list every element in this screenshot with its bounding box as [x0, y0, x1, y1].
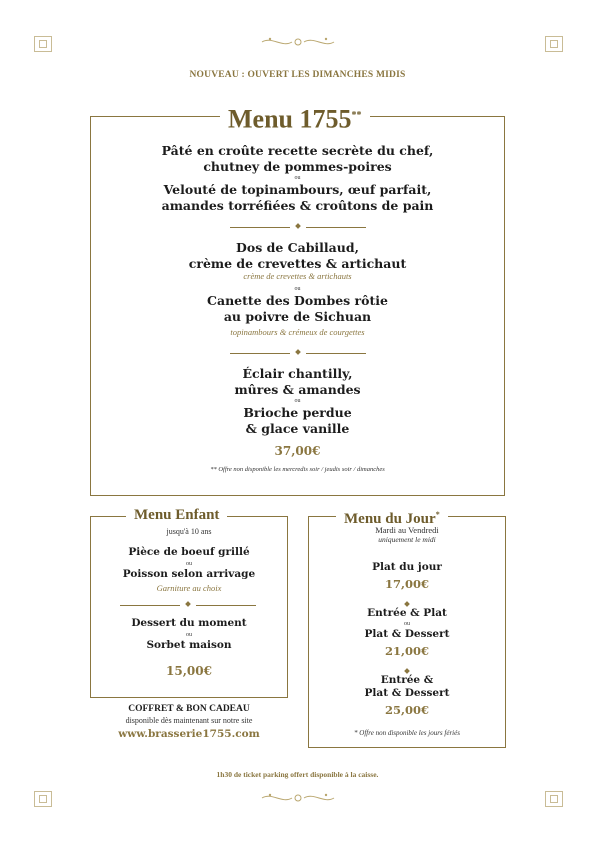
menu-1755-title: Menu 1755** — [220, 100, 370, 136]
parking-note: 1h30 de ticket parking offert disponible à la caisse. — [216, 770, 379, 779]
separator-1 — [230, 223, 366, 231]
banner: NOUVEAU : OUVERT LES DIMANCHES MIDIS — [189, 70, 406, 80]
jour-option-entree-plat: Entrée & Plat — [367, 606, 447, 619]
menu-enfant-content — [90, 527, 288, 594]
corner-ornament-top-left — [34, 36, 52, 52]
main-canette-sub: topinambours & crémeux de courgettes — [230, 327, 365, 337]
corner-ornament-top-right — [545, 36, 563, 52]
or-label: ou — [186, 560, 192, 567]
or-label: ou — [294, 286, 301, 292]
menu-1755-price: 37,00€ — [274, 444, 321, 458]
jour-option-plat: Plat du jour — [372, 561, 442, 573]
jour-price-2: 21,00€ — [384, 643, 429, 658]
enfant-main-boeuf: Pièce de boeuf grillé — [128, 546, 250, 558]
menu-jour-midi: uniquement le midi — [378, 535, 436, 544]
or-label: ou — [186, 631, 192, 638]
jour-price-3: 25,00€ — [384, 702, 429, 717]
menu-enfant-age: jusqu'à 10 ans — [166, 527, 212, 536]
or-label: ou — [294, 398, 301, 404]
enfant-garniture: Garniture au choix — [156, 583, 222, 593]
corner-ornament-bottom-left — [34, 791, 52, 807]
jour-price-1: 17,00€ — [384, 576, 429, 591]
coffret-title: COFFRET & BON CADEAU — [128, 704, 250, 714]
separator-dot — [404, 601, 410, 607]
separator-enfant — [120, 601, 256, 609]
menu-enfant-price: 15,00€ — [166, 664, 212, 678]
menu-jour-title: Menu du Jour* — [336, 505, 448, 529]
main-cabillaud: Dos de Cabillaud, crème de crevettes & artichaut — [188, 240, 407, 271]
separator-2 — [230, 349, 366, 357]
coffret-link[interactable]: www.brasserie1755.com — [118, 728, 260, 740]
main-cabillaud-sub: crème de crevettes & artichauts — [243, 271, 352, 281]
main-canette: Canette des Dombes rôtie au poivre de Sichuan — [207, 293, 388, 324]
starter-pate: Pâté en croûte recette secrète du chef, chutney de pommes-poires — [161, 143, 434, 174]
flourish-top — [260, 35, 336, 49]
menu-enfant-desserts — [90, 617, 288, 678]
separator-dot — [404, 668, 410, 674]
corner-ornament-bottom-right — [545, 791, 563, 807]
jour-option-plat-dessert: Plat & Dessert — [364, 628, 450, 640]
menu-1755-desserts — [90, 366, 505, 473]
coffret-text: disponible dès maintenant sur notre site — [125, 716, 253, 725]
enfant-dessert-sorbet: Sorbet maison — [146, 638, 232, 651]
enfant-main-poisson: Poisson selon arrivage — [122, 567, 256, 580]
flourish-bottom — [260, 791, 336, 805]
dessert-eclair: Éclair chantilly, mûres & amandes — [234, 366, 361, 397]
or-label: ou — [294, 175, 301, 181]
menu-1755-starters — [90, 143, 505, 213]
menu-jour-days: Mardi au Vendredi — [375, 525, 439, 535]
dessert-brioche: Brioche perdue & glace vanille — [243, 405, 352, 436]
menu-1755-note: ** Offre non disponible les mercredis soir / jeudis soir / dimanches — [210, 466, 385, 473]
enfant-dessert-moment: Dessert du moment — [131, 617, 247, 629]
menu-jour-content — [308, 525, 506, 737]
menu-jour-note: * Offre non disponible les jours fériés — [354, 728, 460, 737]
starter-veloute: Velouté de topinambours, œuf parfait, amandes torréfiées & croûtons de pain — [161, 182, 434, 213]
or-label: ou — [404, 621, 410, 627]
menu-enfant-title: Menu Enfant — [126, 505, 227, 525]
coffret-section — [90, 704, 288, 740]
menu-1755-mains — [90, 240, 505, 338]
jour-option-entree-l2: Plat & Dessert — [364, 687, 450, 699]
jour-option-entree-l1: Entrée & — [380, 673, 434, 686]
